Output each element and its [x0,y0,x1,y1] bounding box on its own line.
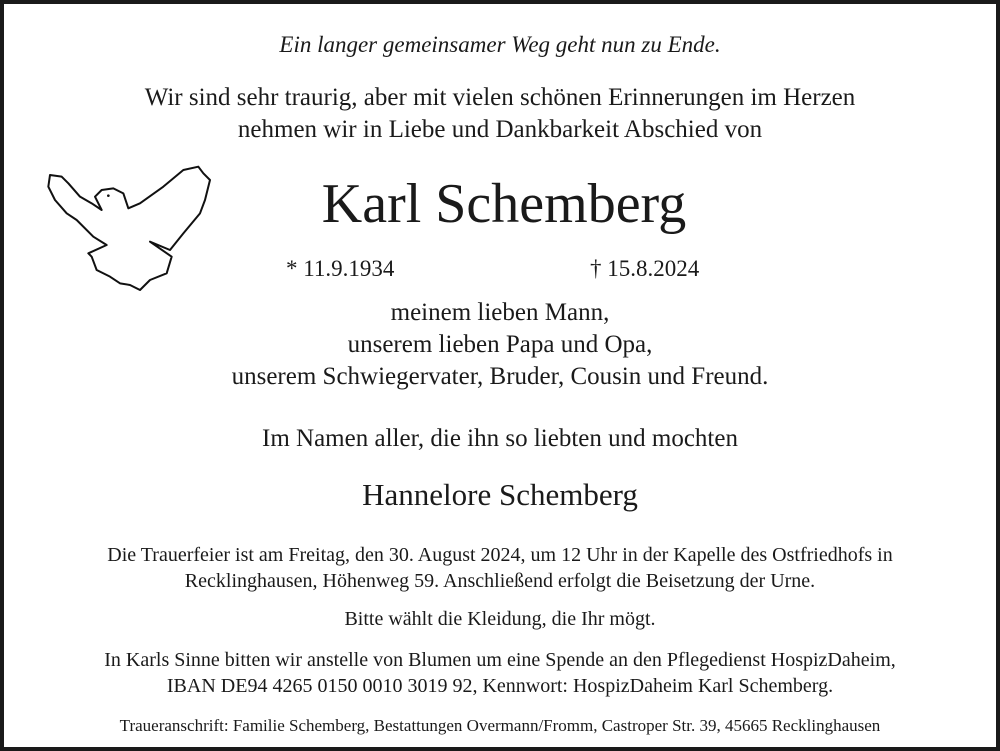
service-info-line: Recklinghausen, Höhenweg 59. Anschließend erfolgt die Beisetzung der Urne. [184,570,816,592]
signatory-name: Hannelore Schemberg [362,477,638,512]
on-behalf-line: Im Namen aller, die ihn so liebten und mochten [262,425,738,452]
mourning-address: Traueranschrift: Familie Schemberg, Bestattungen Overmann/Fromm, Castroper Str. 39, 45665 Recklinghausen [119,716,881,735]
relation-line: unserem Schwiegervater, Bruder, Cousin und Freund. [231,363,769,390]
deceased-name: Karl Schemberg [321,173,687,235]
obituary-notice [4,4,996,747]
death-date: † 15.8.2024 [590,256,700,281]
service-info-line: Die Trauerfeier ist am Freitag, den 30. August 2024, um 12 Uhr in der Kapelle des Ostfriedhofs in [107,544,893,566]
birth-date: * 11.9.1934 [286,256,395,281]
farewell-line-1: Wir sind sehr traurig, aber mit vielen schönen Erinnerungen im Herzen [144,84,856,111]
relation-line: unserem lieben Papa und Opa, [347,331,653,358]
relation-line: meinem lieben Mann, [390,299,610,326]
dress-note: Bitte wählt die Kleidung, die Ihr mögt. [344,608,656,630]
donation-line: In Karls Sinne bitten wir anstelle von Blumen um eine Spende an den Pflegedienst HospizDaheim, [104,649,896,671]
intro-line: Ein langer gemeinsamer Weg geht nun zu Ende. [279,32,721,57]
donation-line: IBAN DE94 4265 0150 0010 3019 92, Kennwort: HospizDaheim Karl Schemberg. [166,675,834,697]
farewell-line-2: nehmen wir in Liebe und Dankbarkeit Abschied von [237,116,763,143]
